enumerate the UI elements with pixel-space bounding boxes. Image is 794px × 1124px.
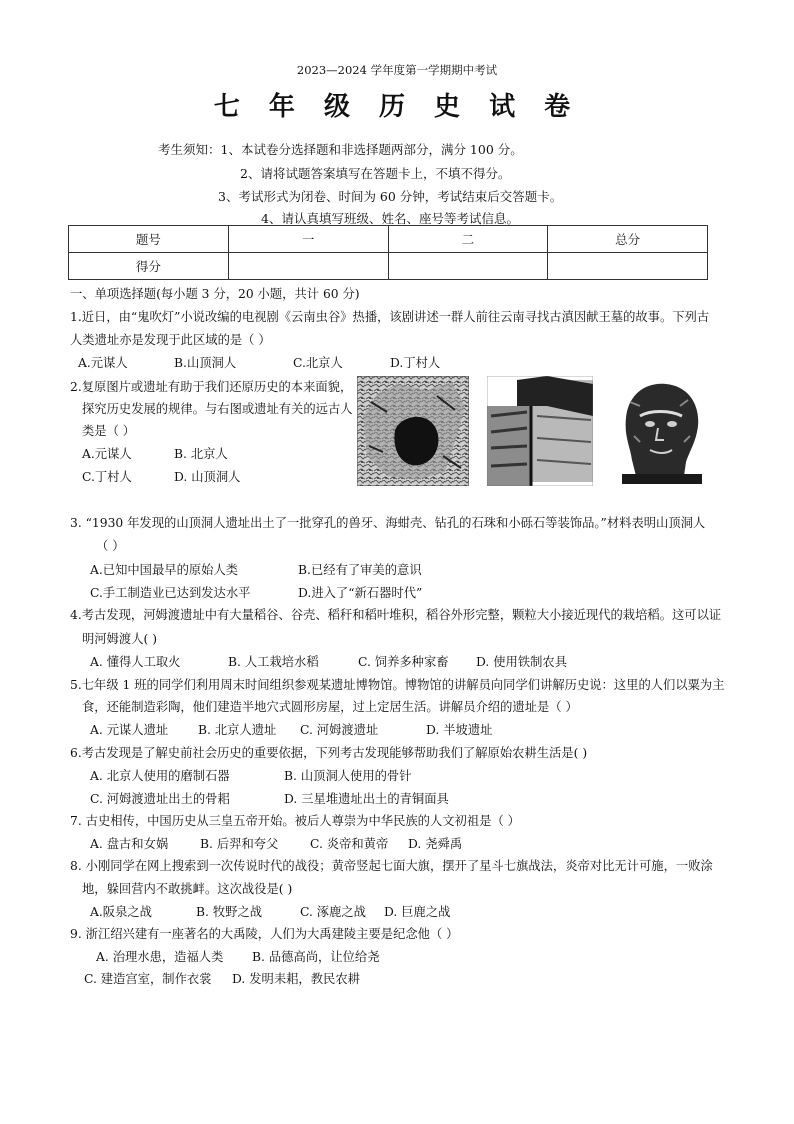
q9-line-1: 9. 浙江绍兴建有一座著名的大禹陵，人们为大禹建陵主要是纪念他（ ） <box>70 927 459 941</box>
q2-option-d[interactable]: D. 山顶洞人 <box>174 470 241 484</box>
q9-option-a[interactable]: A. 治理水患，造福人类 <box>96 950 224 964</box>
q3-option-c[interactable]: C.手工制造业已达到发达水平 <box>90 586 251 600</box>
notice-line-2: 2、请将试题答案填写在答题卡上，不填不得分。 <box>240 166 511 181</box>
notice-line-3: 3、考试形式为闭卷、时间为 60 分钟，考试结束后交答题卡。 <box>218 189 563 204</box>
q2-option-c[interactable]: C.丁村人 <box>82 470 132 484</box>
q2-option-a[interactable]: A.元谋人 <box>82 447 132 461</box>
q9-option-c[interactable]: C. 建造宫室，制作衣裳 <box>84 972 212 986</box>
peking-man-bust-photo <box>610 376 708 486</box>
q2-line-1: 2.复原图片或遗址有助于我们还原历史的本来面貌， <box>70 380 353 394</box>
score-table-score-row <box>69 253 708 280</box>
q1-option-b[interactable]: B.山顶洞人 <box>174 356 237 370</box>
q1-option-d[interactable]: D.丁村人 <box>390 356 441 370</box>
q8-option-b[interactable]: B. 牧野之战 <box>196 905 263 919</box>
q7-option-b[interactable]: B. 后羿和夸父 <box>200 837 279 851</box>
q7-option-c[interactable]: C. 炎帝和黄帝 <box>310 837 389 851</box>
q5-option-c[interactable]: C. 河姆渡遗址 <box>300 723 379 737</box>
q7-option-d[interactable]: D. 尧舜禹 <box>408 837 463 851</box>
q1-option-c[interactable]: C.北京人 <box>293 356 343 370</box>
cell-part-one: 一 <box>228 226 388 253</box>
exam-title: 七 年 级 历 史 试 卷 <box>213 92 581 122</box>
q5-option-d[interactable]: D. 半坡遗址 <box>426 723 493 737</box>
q8-option-a[interactable]: A.阪泉之战 <box>90 905 152 919</box>
q2-line-2: 探究历史发展的规律。与右图或遗址有关的远古人 <box>82 402 353 416</box>
q8-option-c[interactable]: C. 涿鹿之战 <box>300 905 366 919</box>
q2-line-3: 类是（ ） <box>82 424 136 438</box>
q5-line-2: 食，还能制造彩陶，他们建造半地穴式圆形房屋，过上定居生活。讲解员介绍的遗址是（ ） <box>82 700 578 714</box>
q8-option-d[interactable]: D. 巨鹿之战 <box>384 905 451 919</box>
score-table <box>68 225 708 280</box>
q1-line-2: 人类遗址亦是发现于此区域的是（ ） <box>70 333 271 347</box>
cell-score-total[interactable] <box>548 253 708 280</box>
cell-score-part-one[interactable] <box>228 253 388 280</box>
cell-question-number: 题号 <box>69 226 229 253</box>
q3-line-2: （ ） <box>96 539 125 553</box>
cell-part-two: 二 <box>388 226 548 253</box>
q4-line-1: 4.考古发现，河姆渡遗址中有大量稻谷、谷壳、稻秆和稻叶堆积，稻谷外形完整，颗粒大小接近现代的栽培稻。这可以证 <box>70 608 722 622</box>
notice-line-1: 考生须知：1、本试卷分选择题和非选择题两部分，满分 100 分。 <box>158 142 523 157</box>
section-heading: 一、单项选择题(每小题 3 分，20 小题，共计 60 分) <box>70 287 360 301</box>
q5-option-a[interactable]: A. 元谋人遗址 <box>90 723 169 737</box>
exam-subtitle: 2023—2024 学年度第一学期期中考试 <box>296 63 498 77</box>
cell-score-label: 得分 <box>69 253 229 280</box>
q8-line-2: 地，躲回营内不敢挑衅。这次战役是( ) <box>82 882 293 896</box>
q1-line-1: 1.近日，由“鬼吹灯”小说改编的电视剧《云南虫谷》热播，该剧讲述一群人前往云南寻找古滇因献王墓的故事。下列古 <box>70 310 710 324</box>
q6-option-c[interactable]: C. 河姆渡遗址出土的骨耜 <box>90 792 230 806</box>
q8-line-1: 8. 小刚同学在网上搜索到一次传说时代的战役；黄帝竖起七面大旗，摆开了星斗七旗战法，炎帝对比无计可施，一败涂 <box>70 859 713 873</box>
q4-option-a[interactable]: A. 懂得人工取火 <box>90 655 181 669</box>
notice-line-4: 4、请认真填写班级、姓名、座号等考试信息。 <box>261 211 519 226</box>
cell-score-part-two[interactable] <box>388 253 548 280</box>
q6-option-a[interactable]: A. 北京人使用的磨制石器 <box>90 769 230 783</box>
q6-option-b[interactable]: B. 山顶洞人使用的骨针 <box>284 769 412 783</box>
q5-line-1: 5.七年级 1 班的同学们利用周末时间组织参观某遗址博物馆。博物馆的讲解员向同学们讲解历史说：这里的人们以粟为主 <box>70 678 725 692</box>
q3-option-a[interactable]: A.已知中国最早的原始人类 <box>90 563 239 577</box>
q3-option-b[interactable]: B.已经有了审美的意识 <box>298 563 422 577</box>
q4-option-d[interactable]: D. 使用铁制农具 <box>476 655 568 669</box>
q3-option-d[interactable]: D.进入了“新石器时代” <box>298 586 423 600</box>
q7-line-1: 7. 古史相传，中国历史从三皇五帝开始。被后人尊崇为中华民族的人文初祖是（ ） <box>70 814 520 828</box>
q7-option-a[interactable]: A. 盘古和女娲 <box>90 837 169 851</box>
q1-option-a[interactable]: A.元谋人 <box>78 356 128 370</box>
q6-line-1: 6.考古发现是了解史前社会历史的重要依据，下列考古发现能够帮助我们了解原始农耕生活是( ) <box>70 746 588 760</box>
q9-option-d[interactable]: D. 发明耒耜，教民农耕 <box>232 972 360 986</box>
q9-option-b[interactable]: B. 品德高尚，让位给尧 <box>252 950 380 964</box>
q4-option-b[interactable]: B. 人工栽培水稻 <box>228 655 319 669</box>
q3-line-1: 3. “1930 年发现的山顶洞人遗址出土了一批穿孔的兽牙、海蚶壳、钻孔的石珠和小砾石等装饰品。”材料表明山顶洞人 <box>70 516 706 530</box>
excavation-site-photo <box>487 376 593 486</box>
q4-option-c[interactable]: C. 饲养多种家畜 <box>358 655 449 669</box>
score-table-header-row <box>69 226 708 253</box>
q5-option-b[interactable]: B. 北京人遗址 <box>198 723 277 737</box>
q4-line-2: 明河姆渡人( ) <box>82 632 157 646</box>
q6-option-d[interactable]: D. 三星堆遗址出土的青铜面具 <box>284 792 449 806</box>
cell-total: 总分 <box>548 226 708 253</box>
cave-site-photo <box>357 376 469 486</box>
q2-option-b[interactable]: B. 北京人 <box>174 447 228 461</box>
